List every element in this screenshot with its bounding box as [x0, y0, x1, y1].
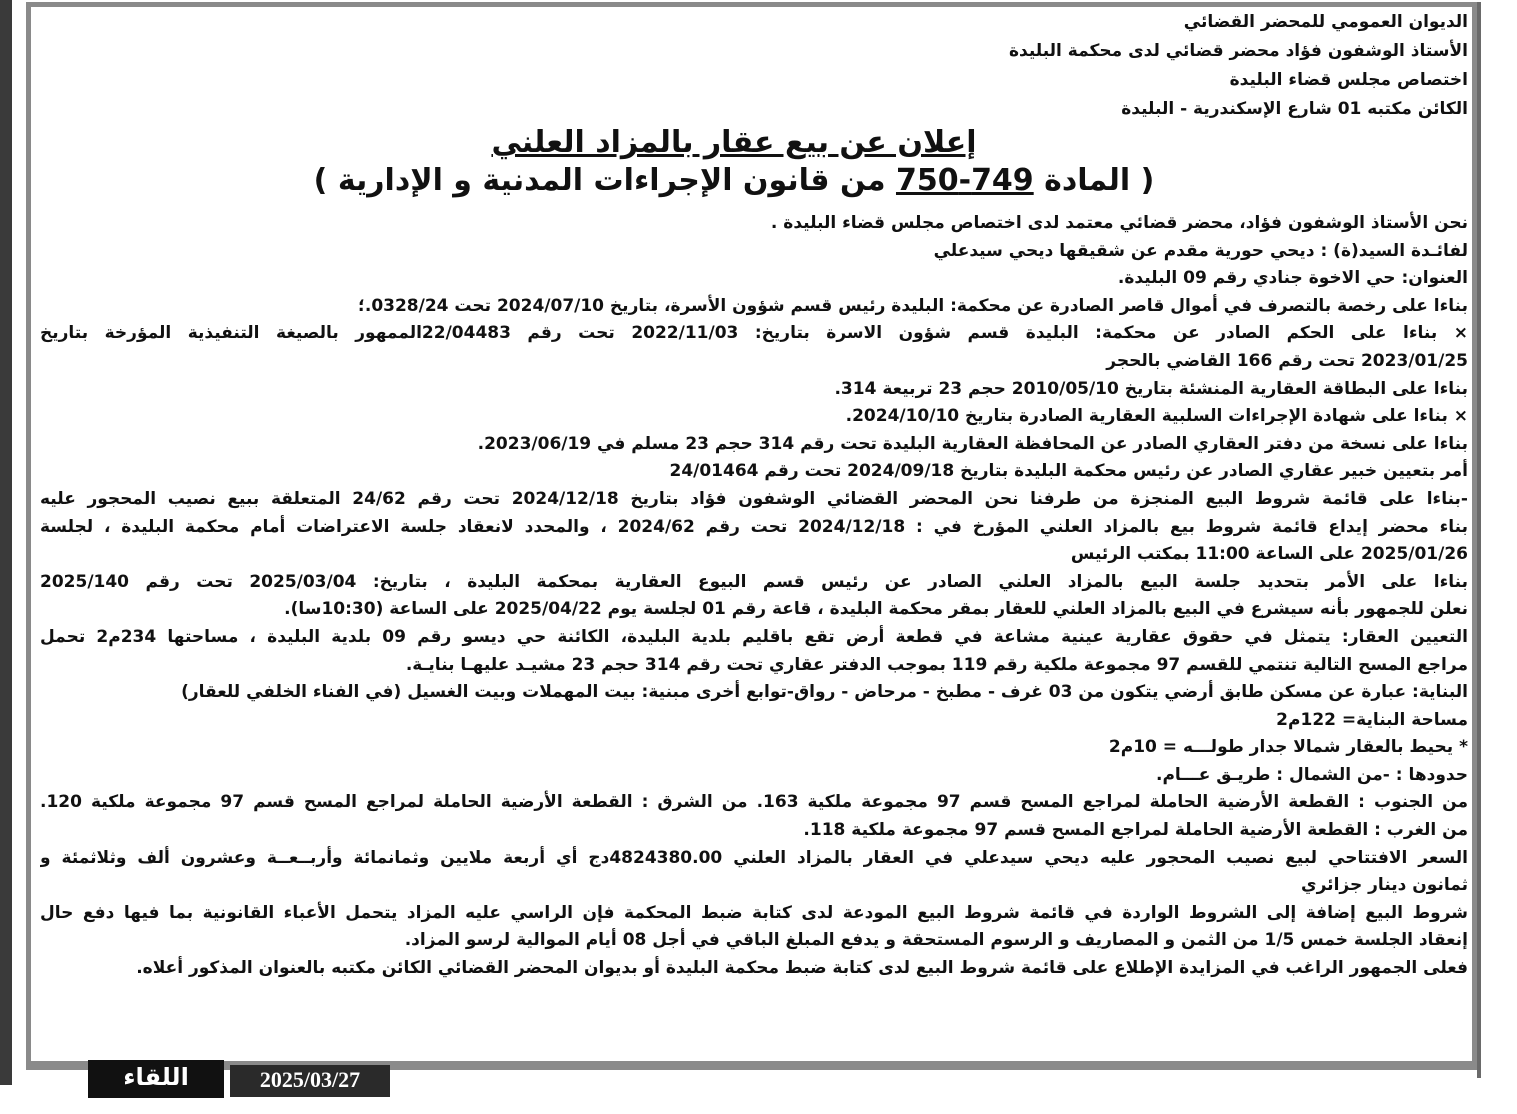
body-line-public-notice: نعلن للجمهور بأنه سيشرع في البيع بالمزاد العلني للعقار بمقر محكمة البليدة ، قاعة رقم 01 لجلسة يوم 2025/04/22 على الساعة (10:30سا). [284, 599, 1468, 620]
subtitle-articles: 749-750 [895, 163, 1034, 198]
body-line-west: من الغرب : القطعة الأرضية الحاملة لمراجع المسح قسم 97 مجموعة ملكية 118. [803, 820, 1468, 841]
body-line-bailiff: نحن الأستاذ الوشفون فؤاد، محضر قضائي معتمد لدى اختصاص مجلس قضاء البليدة . [770, 213, 1468, 233]
body-line-sale-order: بناءا على الأمر بتحديد جلسة البيع بالمزاد العلني الصادر عن رئيس قسم البيوع العقارية بمحكمة البليدة ، بتاريخ: 2025/03/04 تحت رقم 2025/140 [40, 571, 1468, 592]
subtitle-open: ( المادة [1033, 163, 1155, 198]
body-line-beneficiary: لفائـدة السيد(ة) : ديحي حورية مقدم عن شقيقها ديحي سيدعلي [933, 240, 1468, 261]
body-line-survey-refs: مراجع المسح التالية تنتمي للقسم 97 مجموعة ملكية رقم 119 بموجب الدفتر عقاري تحت رقم 314 حجم 23 مشيـد عليهـا بنايـة. [405, 654, 1468, 675]
newspaper-name-badge: اللقاء [88, 1060, 224, 1098]
office-address: الكائن مكتبه 01 شارع الإسكندرية - البليدة [1121, 99, 1468, 119]
body-line-boundaries: حدودها : -من الشمال : طريـق عـــام. [1155, 764, 1468, 785]
body-line-building-area: مساحة البناية= 122م2 [1276, 709, 1468, 730]
announcement-subtitle [40, 162, 1428, 200]
announcement-content [40, 8, 1468, 983]
body-line-building: البناية: عبارة عن مسكن طابق أرضي يتكون من 03 غرف - مطبخ - مرحاض - رواق-توابع أخرى مبنية: بيت المهملات وبيت الغسيل (في الفناء الخلفي للعقار) [181, 682, 1468, 703]
title-line1: إعلان عن بيع عقار بالمزاد العلني [491, 125, 977, 160]
body-line-payment-terms: إنعقاد الجلسة خمس 1/5 من الثمن و المصاريف و الرسوم المستحقة و يدفع المبلغ الباقي في أجل 08 أيام الموالية لرسو المزاد. [404, 930, 1468, 951]
body-line-judgment: × بناءا على الحكم الصادر عن محكمة: البليدة قسم شؤون الاسرة بتاريخ: 2022/11/03 تحت رقم 22/04483الممهور بالصيغة التنفيذية المؤرخة بتاريخ [40, 323, 1468, 344]
body-line-opening-price: السعر الافتتاحي لبيع نصيب المحجور عليه ديحي سيدعلي في العقار بالمزاد العلني 4824380.00دج أي أربعة ملايين وثمانمائة وأربــعــة وعشرون ألف وثلاثمئة و [40, 847, 1468, 868]
announcement-title [40, 124, 1428, 162]
bailiff-name: الأستاذ الوشفون فؤاد محضر قضائي لدى محكمة البليدة [1009, 41, 1468, 61]
announcement-body [40, 210, 1468, 983]
body-line-land-register: بناءا على نسخة من دفتر العقاري الصادر عن المحافظة العقارية البليدة تحت رقم 314 حجم 23 مسلم في 2023/06/19. [477, 433, 1468, 454]
body-line-conditions-list: -بناءا على قائمة شروط البيع المنجزة من طرفنا نحن المحضر القضائي الوشفون فؤاد بتاريخ 2024/12/18 تحت رقم 24/62 المتعلقة ببيع نصيب المحجور عليه [40, 488, 1468, 509]
body-line-property-designation: التعيين العقار: يتمثل في حقوق عقارية عينية مشاعة في قطعة أرض تقع باقليم بلدية البليدة، الكائنة حي ديسو رقم 09 بلدية البليدة ، مساحتها 234م2 تحمل [40, 626, 1468, 647]
body-line-sale-conditions: شروط البيع إضافة إلى الشروط الواردة في قائمة شروط البيع المودعة لدى كتابة ضبط المحكمة فإن الراسي عليه المزاد يتحمل الأعباء القانونية بما فيها دفع حال [40, 902, 1468, 923]
subtitle-rest: من قانون الإجراءات المدنية و الإدارية ) [313, 163, 896, 198]
body-line-north-wall: * يحيط بالعقار شمالا جدار طولـــه = 10م2 [1108, 737, 1468, 758]
jurisdiction: اختصاص مجلس قضاء البليدة [1229, 70, 1468, 90]
body-line-judgment-cont: 2023/01/25 تحت رقم 166 القاضي بالحجر [1106, 350, 1468, 371]
body-line-south-east: من الجنوب : القطعة الأرضية الحاملة لمراجع المسح قسم 97 مجموعة ملكية 163. من الشرق : القطعة الأرضية الحاملة لمراجع المسح قسم 97 مجموعة ملكية 120. [40, 792, 1468, 813]
frame-right-edge [1477, 2, 1481, 1078]
body-line-expert-order: أمر بتعيين خبير عقاري الصادر عن رئيس محكمة البليدة بتاريخ 2024/09/18 تحت رقم 24/01464 [669, 461, 1468, 482]
body-line-deposit-record: بناء محضر إيداع قائمة شروط بيع بالمزاد العلني المؤرخ في : 2024/12/18 تحت رقم 2024/62 ، والمحدد لانعقاد جلسة الاعتراضات أمام محكمة البليدة ، لجلسة [40, 516, 1468, 537]
left-edge-strip [0, 0, 12, 1085]
body-line-session-time: 2025/01/26 على الساعة 11:00 بمكتب الرئيس [1070, 544, 1468, 565]
publication-date-badge: 2025/03/27 [230, 1065, 390, 1097]
body-line-property-card: بناءا على البطاقة العقارية المنشئة بتاريخ 2010/05/10 حجم 23 تربيعة 314. [834, 378, 1468, 399]
body-line-address: العنوان: حي الاخوة جنادي رقم 09 البليدة. [1117, 268, 1468, 289]
body-line-price-words: ثمانون دينار جزائري [1301, 875, 1468, 896]
body-line-negative-certificate: × بناءا على شهادة الإجراءات السلبية العقارية الصادرة بتاريخ 2024/10/10. [845, 406, 1468, 427]
body-line-public-invitation: فعلى الجمهور الراغب في المزايدة الإطلاع على قائمة شروط البيع لدى كتابة ضبط محكمة البليدة أو بديوان المحضر القضائي الكائن مكتبه بالعنوان المذكور أعلاه. [136, 958, 1468, 979]
office-name: الديوان العمومي للمحضر القضائي [1183, 12, 1468, 32]
body-line-license: بناءا على رخصة بالتصرف في أموال قاصر الصادرة عن محكمة: البليدة رئيس قسم شؤون الأسرة، بتاريخ 2024/07/10 تحت 0328/24.؛ [358, 295, 1468, 316]
